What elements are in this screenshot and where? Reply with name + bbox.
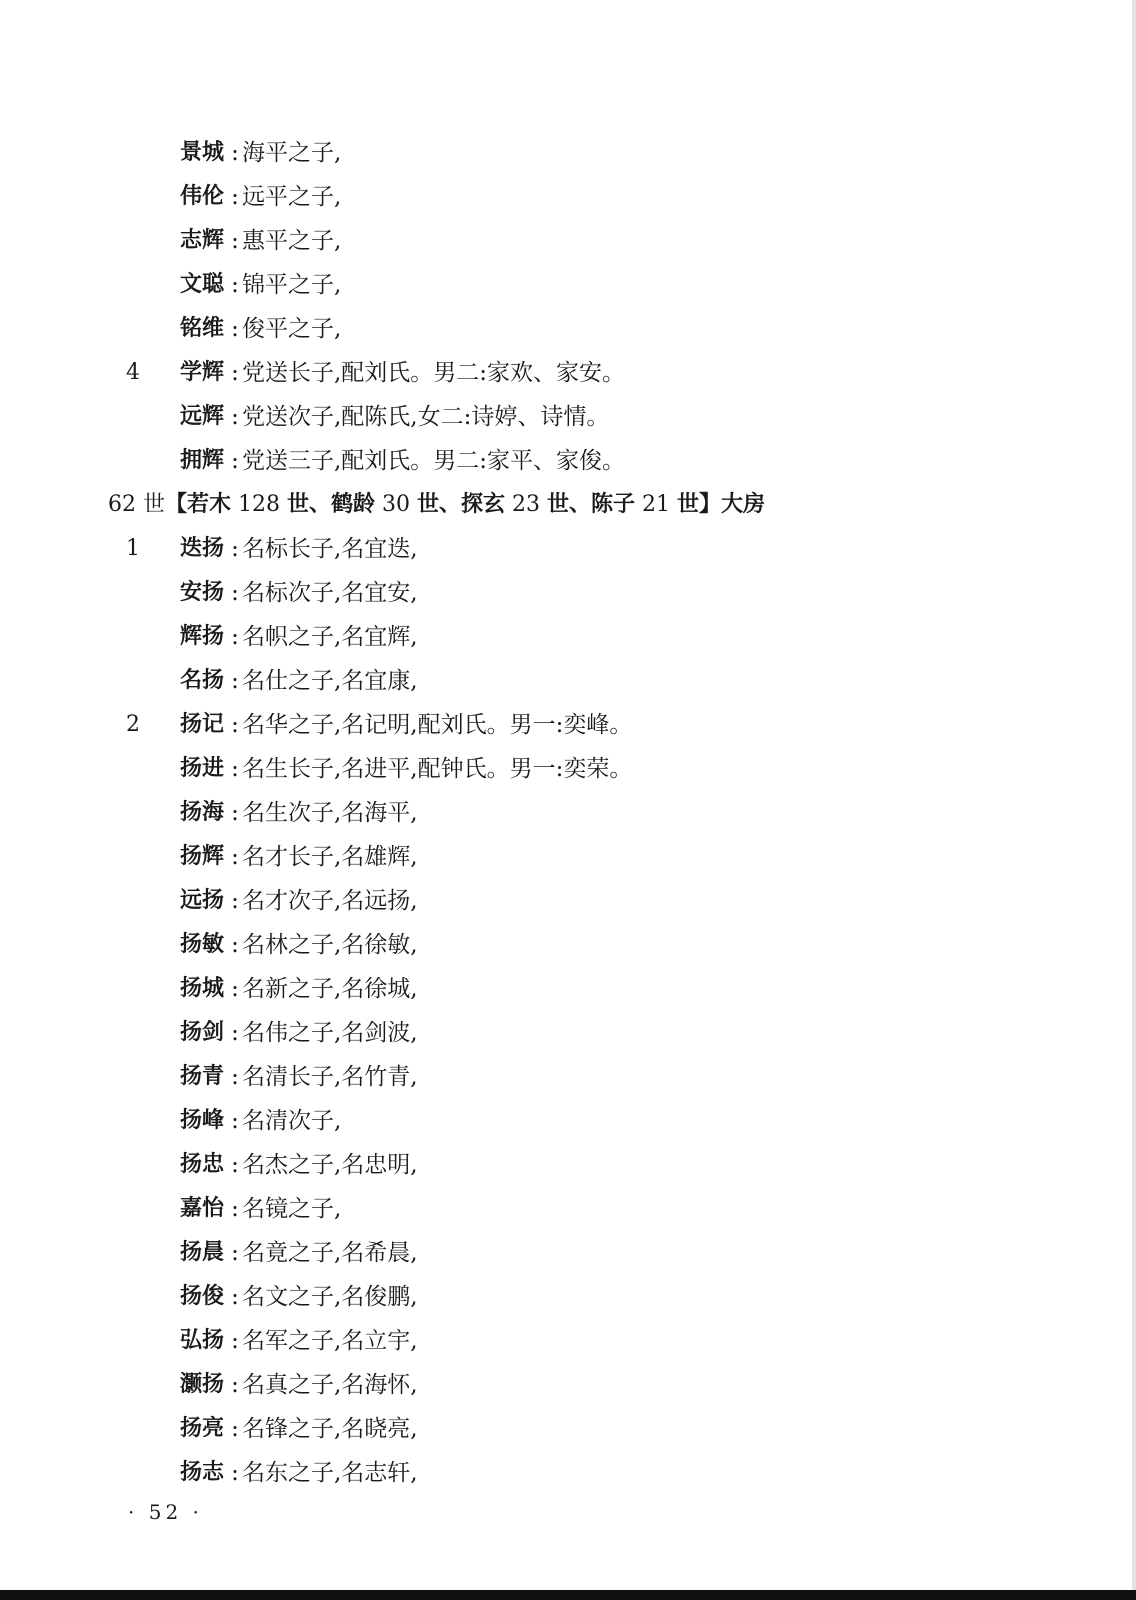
entry-description: 名清长子,名竹青, — [242, 1064, 418, 1090]
entry-name: 文聪 — [180, 272, 225, 297]
entry-name: 扬晨 — [180, 1240, 225, 1265]
entry-description: 名锋之子,名晓亮, — [242, 1416, 418, 1442]
heading-number-4: 21 — [635, 492, 678, 517]
heading-bracket-open: 【 — [165, 492, 188, 517]
entry-description: 名帜之子,名宜辉, — [242, 624, 418, 650]
genealogy-entry — [0, 219, 1100, 263]
entry-colon: : — [231, 1328, 239, 1354]
genealogy-entry — [0, 1275, 1100, 1319]
entry-colon: : — [231, 888, 239, 914]
entry-description: 惠平之子, — [242, 228, 342, 254]
entry-number: 4 — [126, 360, 140, 385]
entry-colon: : — [231, 360, 239, 386]
entry-colon: : — [231, 1284, 239, 1310]
entry-number: 1 — [126, 536, 140, 561]
entry-description: 名才长子,名雄辉, — [242, 844, 418, 870]
entry-description: 名清次子, — [242, 1108, 342, 1134]
heading-number-1: 128 — [231, 492, 288, 517]
genealogy-entry — [0, 527, 1100, 571]
entry-name: 安扬 — [180, 580, 225, 605]
entry-name: 扬志 — [180, 1460, 225, 1485]
entry-name: 远扬 — [180, 888, 225, 913]
entry-description: 锦平之子, — [242, 272, 342, 298]
entry-colon: : — [231, 624, 239, 650]
entry-name: 远辉 — [180, 404, 225, 429]
entry-name: 拥辉 — [180, 448, 225, 473]
entry-colon: : — [231, 1416, 239, 1442]
entry-description: 名林之子,名徐敏, — [242, 932, 418, 958]
entry-colon: : — [231, 1020, 239, 1046]
entry-description: 名伟之子,名剑波, — [242, 1020, 418, 1046]
genealogy-entry — [0, 1099, 1100, 1143]
entry-colon: : — [231, 580, 239, 606]
entry-description: 名标次子,名宜安, — [242, 580, 418, 606]
entry-description: 名生长子,名进平,配钟氏。男一:奕荣。 — [242, 756, 633, 782]
entry-description: 名军之子,名立宇, — [242, 1328, 418, 1354]
entry-name: 扬进 — [180, 756, 225, 781]
entry-name: 嘉怡 — [180, 1196, 225, 1221]
entry-number: 2 — [126, 712, 140, 737]
entry-colon: : — [231, 184, 239, 210]
entry-description: 名镜之子, — [242, 1196, 342, 1222]
entry-colon: : — [231, 1460, 239, 1486]
entry-colon: : — [231, 1064, 239, 1090]
genealogy-entry — [0, 175, 1100, 219]
entry-name: 扬城 — [180, 976, 225, 1001]
entry-name: 扬敏 — [180, 932, 225, 957]
genealogy-entry — [0, 967, 1100, 1011]
entry-name: 辉扬 — [180, 624, 225, 649]
entry-colon: : — [231, 404, 239, 430]
genealogy-entry — [0, 1319, 1100, 1363]
entry-description: 名文之子,名俊鹏, — [242, 1284, 418, 1310]
heading-part-1: 若木 — [187, 492, 232, 517]
entry-description: 党送三子,配刘氏。男二:家平、家俊。 — [242, 448, 626, 474]
entry-description: 海平之子, — [242, 140, 342, 166]
genealogy-entry — [0, 1143, 1100, 1187]
entry-colon: : — [231, 316, 239, 342]
genealogy-entry — [0, 1363, 1100, 1407]
entry-description: 党送次子,配陈氏,女二:诗婷、诗情。 — [242, 404, 610, 430]
genealogy-entry — [0, 747, 1100, 791]
genealogy-entry — [0, 131, 1100, 175]
entry-description: 名仕之子,名宜康, — [242, 668, 418, 694]
genealogy-entry — [0, 571, 1100, 615]
entry-colon: : — [231, 668, 239, 694]
genealogy-entry — [0, 307, 1100, 351]
heading-branch: 大房 — [721, 492, 766, 517]
genealogy-entry — [0, 1187, 1100, 1231]
entry-colon: : — [231, 932, 239, 958]
entry-colon: : — [231, 448, 239, 474]
genealogy-entry — [0, 1451, 1100, 1495]
entry-name: 迭扬 — [180, 536, 225, 561]
entry-colon: : — [231, 1240, 239, 1266]
entry-description: 名新之子,名徐城, — [242, 976, 418, 1002]
entry-name: 学辉 — [180, 360, 225, 385]
genealogy-entry — [0, 263, 1100, 307]
entry-name: 扬忠 — [180, 1152, 225, 1177]
genealogy-entry — [0, 835, 1100, 879]
genealogy-entry — [0, 659, 1100, 703]
heading-part-3: 世、探玄 — [417, 492, 506, 517]
entry-description: 名东之子,名志轩, — [242, 1460, 418, 1486]
genealogy-entry — [0, 1011, 1100, 1055]
heading-part-5: 世 — [677, 492, 700, 517]
page-number: · 52 · — [128, 1500, 203, 1524]
genealogy-entry — [0, 439, 1100, 483]
genealogy-entry — [0, 879, 1100, 923]
entry-colon: : — [231, 1372, 239, 1398]
entry-colon: : — [231, 1108, 239, 1134]
genealogy-entry — [0, 351, 1100, 395]
entry-name: 扬俊 — [180, 1284, 225, 1309]
scan-edge-bottom — [0, 1590, 1136, 1600]
entry-description: 名标长子,名宜迭, — [242, 536, 418, 562]
entry-name: 扬亮 — [180, 1416, 225, 1441]
entry-colon: : — [231, 976, 239, 1002]
entry-colon: : — [231, 712, 239, 738]
entry-colon: : — [231, 228, 239, 254]
entry-name: 伟伦 — [180, 184, 225, 209]
entry-description: 名华之子,名记明,配刘氏。男一:奕峰。 — [242, 712, 633, 738]
entry-description: 名生次子,名海平, — [242, 800, 418, 826]
entry-colon: : — [231, 140, 239, 166]
entry-colon: : — [231, 1196, 239, 1222]
genealogy-entry — [0, 1407, 1100, 1451]
entry-name: 名扬 — [180, 668, 225, 693]
entry-colon: : — [231, 1152, 239, 1178]
heading-text-row — [108, 483, 765, 527]
entry-description: 名真之子,名海怀, — [242, 1372, 418, 1398]
entry-name: 扬剑 — [180, 1020, 225, 1045]
entry-colon: : — [231, 756, 239, 782]
heading-number-2: 30 — [375, 492, 418, 517]
entry-name: 扬青 — [180, 1064, 225, 1089]
entry-description: 名竟之子,名希晨, — [242, 1240, 418, 1266]
entry-name: 灏扬 — [180, 1372, 225, 1397]
entry-description: 名杰之子,名忠明, — [242, 1152, 418, 1178]
heading-bracket-close: 】 — [699, 492, 722, 517]
entry-colon: : — [231, 272, 239, 298]
heading-part-2: 世、鹤龄 — [287, 492, 376, 517]
entry-name: 扬峰 — [180, 1108, 225, 1133]
entry-description: 远平之子, — [242, 184, 342, 210]
entry-colon: : — [231, 844, 239, 870]
genealogy-entry — [0, 923, 1100, 967]
genealogy-entry — [0, 615, 1100, 659]
genealogy-entry — [0, 395, 1100, 439]
entry-colon: : — [231, 800, 239, 826]
genealogy-entry — [0, 791, 1100, 835]
generation-heading — [0, 483, 1100, 527]
heading-generation: 62 世 — [108, 492, 165, 517]
entry-description: 俊平之子, — [242, 316, 342, 342]
genealogy-page-content — [0, 131, 1100, 1495]
genealogy-entry — [0, 1231, 1100, 1275]
entry-colon: : — [231, 536, 239, 562]
entry-name: 铭维 — [180, 316, 225, 341]
page-edge-right — [1132, 0, 1136, 1600]
entry-name: 扬辉 — [180, 844, 225, 869]
entry-name: 扬海 — [180, 800, 225, 825]
genealogy-entry — [0, 703, 1100, 747]
entry-name: 扬记 — [180, 712, 225, 737]
entry-name: 弘扬 — [180, 1328, 225, 1353]
entry-name: 志辉 — [180, 228, 225, 253]
entry-description: 党送长子,配刘氏。男二:家欢、家安。 — [242, 360, 626, 386]
heading-number-3: 23 — [505, 492, 548, 517]
genealogy-entry — [0, 1055, 1100, 1099]
entry-description: 名才次子,名远扬, — [242, 888, 418, 914]
entry-name: 景城 — [180, 140, 225, 165]
heading-part-4: 世、陈子 — [547, 492, 636, 517]
